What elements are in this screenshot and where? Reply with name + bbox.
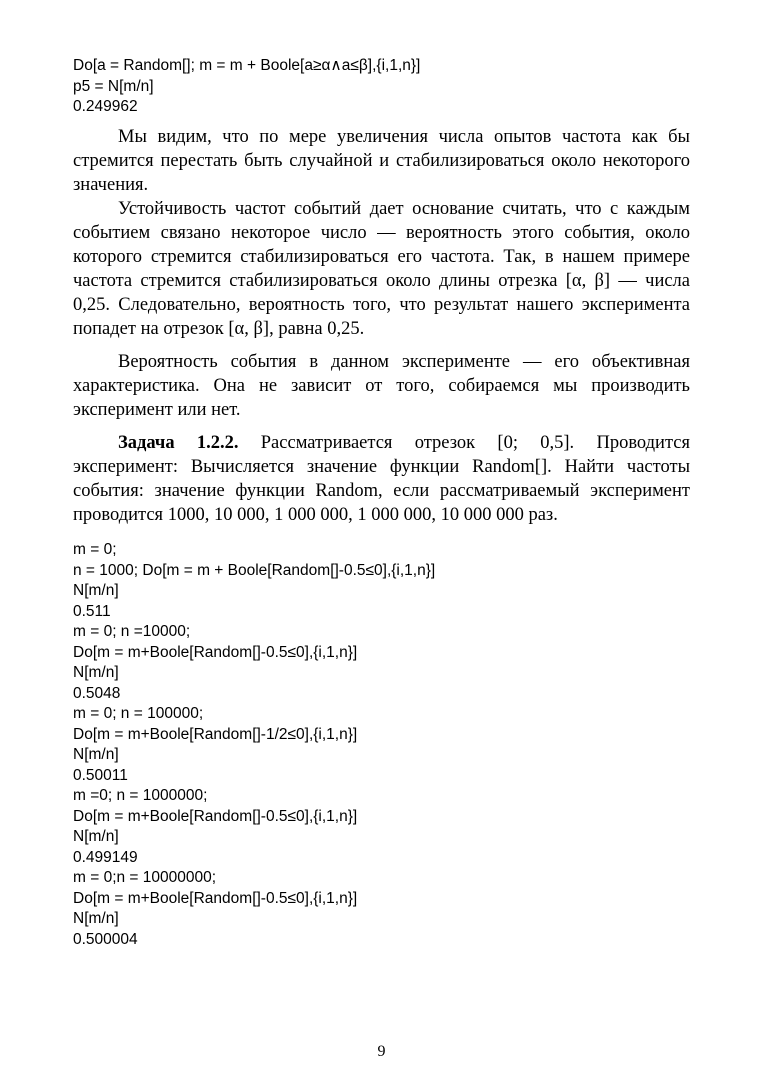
code-line: N[m/n] xyxy=(73,664,119,681)
task-label: Задача 1.2.2. xyxy=(118,433,239,453)
code-line: N[m/n] xyxy=(73,746,119,763)
code-block-bottom xyxy=(73,540,435,950)
code-line: Do[m = m+Boole[Random[]-0.5≤0],{i,1,n}] xyxy=(73,643,358,661)
code-line: Do[m = m+Boole[Random[]-0.5≤0],{i,1,n}] xyxy=(73,889,358,907)
paragraph-text: Устойчивость частот событий дает основание считать, что с каждым событием связано некоторое число — вероятность этого события, около которого стремится стабилизироваться его частота. Так, в нашем примере частота стремится стабилизироваться около длины отрезка [α, β] — числа 0,25. Следовательно, вероятность того, что результат нашего эксперимента попадет на отрезок [α, β], равна 0,25. xyxy=(73,199,690,339)
code-line: N[m/n] xyxy=(73,582,119,599)
code-line: 0.249962 xyxy=(73,98,138,115)
code-line: m = 0; n =10000; xyxy=(73,623,191,640)
code-line: 0.511 xyxy=(73,602,111,620)
paragraph-objective-characteristic xyxy=(73,350,690,422)
code-line: Do[m = m+Boole[Random[]-1/2≤0],{i,1,n}] xyxy=(73,725,358,743)
code-line: 0.499149 xyxy=(73,848,138,866)
code-block-top xyxy=(73,56,420,118)
paragraph-frequency-stabilization xyxy=(73,125,690,197)
code-line: 0.5048 xyxy=(73,684,121,702)
code-line: 0.50011 xyxy=(73,766,128,784)
code-line: p5 = N[m/n] xyxy=(73,77,154,95)
code-line: m = 0; xyxy=(73,541,117,558)
task-paragraph xyxy=(73,431,690,527)
code-line: m = 0; n = 100000; xyxy=(73,705,204,722)
code-line: N[m/n] xyxy=(73,910,119,927)
code-line: m = 0;n = 10000000; xyxy=(73,869,217,886)
code-line: 0.500004 xyxy=(73,930,138,948)
code-line: Do[a = Random[]; m = m + Boole[a≥α∧a≤β],{i,1,n}] xyxy=(73,57,421,74)
task-body: Рассматривается отрезок [0; 0,5]. Проводится эксперимент: Вычисляется значение функции Random[]. Найти частоты события: значение функции Random, если рассматриваемый эксперимент проводится 1000, 10 000, 1 000 000, 1 000 000, 10 000 000 раз. xyxy=(73,433,690,525)
code-line: N[m/n] xyxy=(73,828,119,845)
paragraph-text: Мы видим, что по мере увеличения числа опытов частота как бы стремится перестать быть случайной и стабилизироваться около некоторого значения. xyxy=(73,127,690,195)
code-line: Do[m = m+Boole[Random[]-0.5≤0],{i,1,n}] xyxy=(73,807,358,825)
task-text xyxy=(73,431,690,527)
page-number: 9 xyxy=(377,1043,386,1060)
code-line: m =0; n = 1000000; xyxy=(73,787,208,804)
code-line: n = 1000; Do[m = m + Boole[Random[]-0.5≤0],{i,1,n}] xyxy=(73,561,436,579)
paragraph-probability-definition xyxy=(73,197,690,341)
paragraph-text: Вероятность события в данном эксперименте — его объективная характеристика. Она не зависит от того, собираемся мы производить эксперимент или нет. xyxy=(73,352,690,420)
